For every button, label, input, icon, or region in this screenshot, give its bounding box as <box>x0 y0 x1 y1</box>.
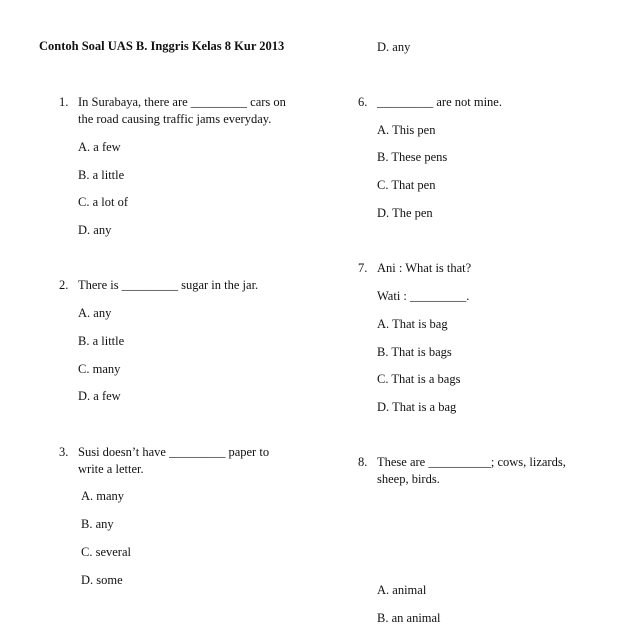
option-a[interactable] <box>377 582 426 598</box>
question-number: 7. <box>358 261 368 275</box>
option-text: animal <box>392 583 427 597</box>
option-b[interactable] <box>78 333 124 349</box>
question-text-line-1: _________ are not mine. <box>377 95 502 109</box>
option-text: a little <box>92 334 125 348</box>
option-a[interactable] <box>377 316 448 332</box>
option-text: This pen <box>392 123 436 137</box>
option-text: a little <box>92 168 125 182</box>
question-text-line-2: write a letter. <box>78 462 144 476</box>
question-text-line-1: Susi doesn’t have _________ paper to <box>78 445 270 459</box>
option-a[interactable] <box>78 305 111 321</box>
option-letter: D. <box>78 389 91 403</box>
option-d[interactable] <box>78 388 121 404</box>
option-letter: B. <box>377 150 389 164</box>
option-b[interactable] <box>377 610 441 626</box>
option-letter: D. <box>377 40 390 54</box>
option-d[interactable] <box>377 39 410 55</box>
question-text-line-1: Ani : What is that? <box>377 261 472 275</box>
option-text: That pen <box>391 178 436 192</box>
option-letter: A. <box>377 583 390 597</box>
question-text-line-1: There is _________ sugar in the jar. <box>78 278 259 292</box>
question-text-line-2: Wati : _________. <box>377 289 470 303</box>
page-title: Contoh Soal UAS B. Inggris Kelas 8 Kur 2013 <box>39 39 285 53</box>
option-text: That is bag <box>392 317 448 331</box>
option-text: That is a bag <box>392 400 457 414</box>
option-text: any <box>93 306 112 320</box>
option-letter: B. <box>78 168 90 182</box>
option-letter: C. <box>377 372 389 386</box>
option-a[interactable] <box>377 122 435 138</box>
question-text-line-2: sheep, birds. <box>377 472 440 486</box>
option-a[interactable] <box>78 139 121 155</box>
option-letter: B. <box>78 334 90 348</box>
option-text: many <box>92 362 121 376</box>
option-text: an animal <box>391 611 441 625</box>
question-number: 8. <box>358 455 368 469</box>
option-letter: A. <box>78 140 91 154</box>
option-text: any <box>95 517 114 531</box>
option-letter: C. <box>78 195 90 209</box>
question-text-line-1: These are __________; cows, lizards, <box>377 455 566 469</box>
option-c[interactable] <box>78 194 128 210</box>
option-a[interactable] <box>81 488 124 504</box>
question-number: 3. <box>59 445 69 459</box>
option-text: The pen <box>392 206 433 220</box>
option-letter: D. <box>78 223 91 237</box>
option-text: some <box>96 573 123 587</box>
option-text: These pens <box>391 150 448 164</box>
option-text: many <box>96 489 125 503</box>
question-text-line-1: In Surabaya, there are _________ cars on <box>78 95 286 109</box>
option-text: any <box>392 40 411 54</box>
option-text: That is a bags <box>391 372 461 386</box>
option-letter: A. <box>81 489 94 503</box>
option-text: any <box>93 223 112 237</box>
option-letter: C. <box>81 545 93 559</box>
option-c[interactable] <box>81 544 131 560</box>
option-text: a few <box>93 140 121 154</box>
option-c[interactable] <box>377 177 435 193</box>
question-number: 2. <box>59 278 69 292</box>
option-letter: D. <box>377 400 390 414</box>
option-letter: B. <box>377 345 389 359</box>
option-text: several <box>95 545 131 559</box>
option-letter: C. <box>78 362 90 376</box>
option-d[interactable] <box>377 399 456 415</box>
question-number: 1. <box>59 95 69 109</box>
question-text-line-2: the road causing traffic jams everyday. <box>78 112 272 126</box>
option-b[interactable] <box>377 149 447 165</box>
option-letter: A. <box>377 317 390 331</box>
option-d[interactable] <box>78 222 111 238</box>
option-b[interactable] <box>377 344 452 360</box>
option-letter: B. <box>81 517 93 531</box>
option-b[interactable] <box>81 516 114 532</box>
option-b[interactable] <box>78 167 124 183</box>
option-letter: A. <box>377 123 390 137</box>
option-text: That is bags <box>391 345 452 359</box>
option-d[interactable] <box>377 205 433 221</box>
option-text: a few <box>93 389 121 403</box>
question-number: 6. <box>358 95 368 109</box>
option-letter: C. <box>377 178 389 192</box>
option-letter: B. <box>377 611 389 625</box>
option-c[interactable] <box>377 371 460 387</box>
option-letter: A. <box>78 306 91 320</box>
option-d[interactable] <box>81 572 123 588</box>
option-c[interactable] <box>78 361 120 377</box>
option-letter: D. <box>81 573 94 587</box>
option-letter: D. <box>377 206 390 220</box>
option-text: a lot of <box>92 195 129 209</box>
